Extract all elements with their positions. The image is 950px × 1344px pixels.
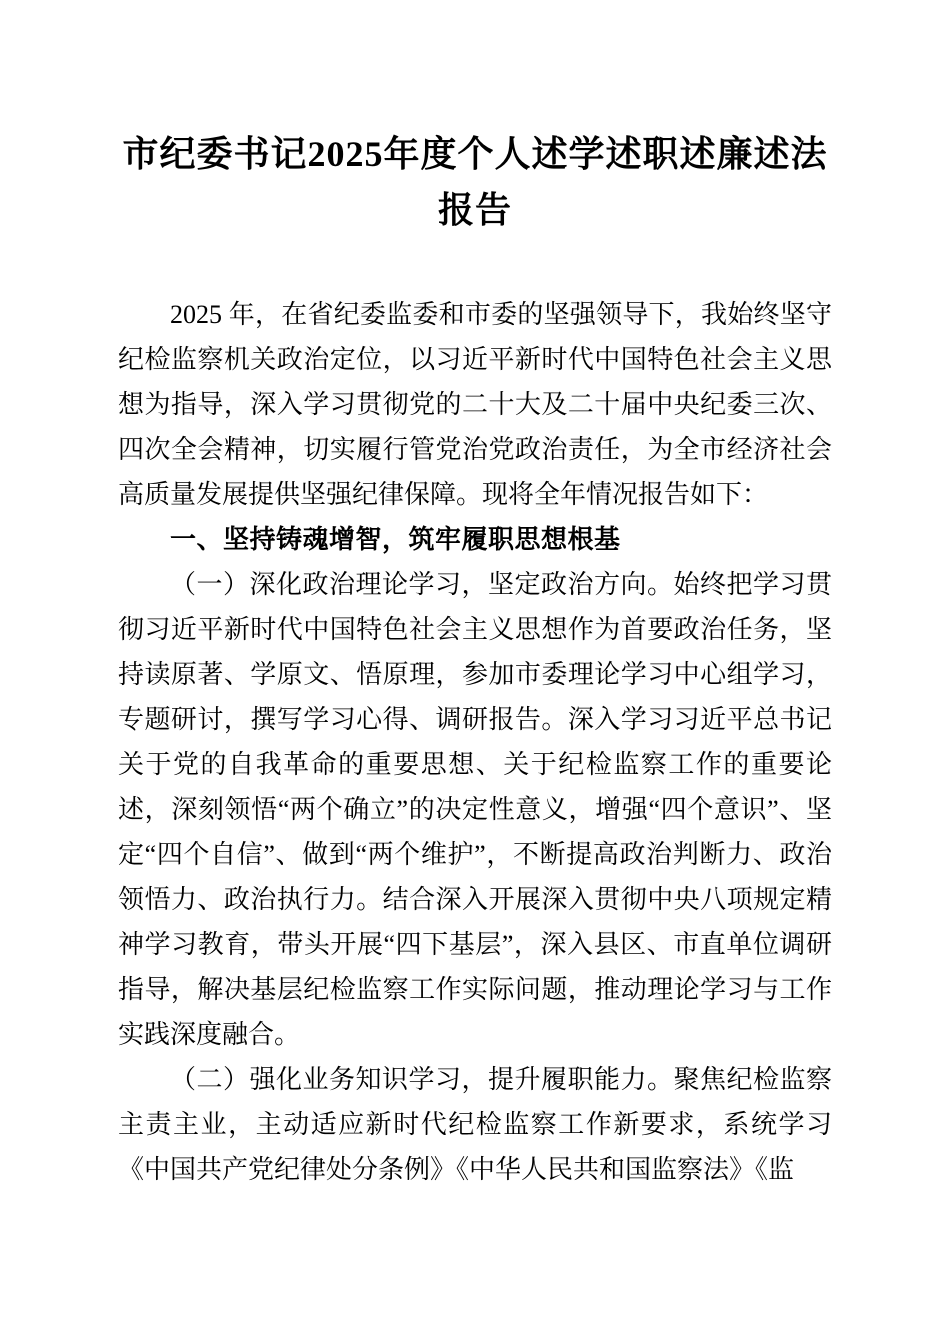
paragraph-section-1-1: （一）深化政治理论学习，坚定政治方向。始终把学习贯彻习近平新时代中国特色社会主义思想作为首要政治任务，坚持读原著、学原文、悟原理，参加市委理论学习中心组学习，专题研讨，撰写学习心得、调研报告。深入学习习近平总书记关于党的自我革命的重要思想、关于纪检监察工作的重要论述，深刻领悟“两个确立”的决定性意义，增强“四个意识”、坚定“四个自信”、做到“两个维护”，不断提高政治判断力、政治领悟力、政治执行力。结合深入开展深入贯彻中央八项规定精神学习教育，带头开展“四下基层”，深入县区、市直单位调研指导，解决基层纪检监察工作实际问题，推动理论学习与工作实践深度融合。 bbox=[118, 570, 832, 1049]
paragraph-section-1-2: （二）强化业务知识学习，提升履职能力。聚焦纪检监察主责主业，主动适应新时代纪检监察工作新要求，系统学习《中国共产党纪律处分条例》《中华人民共和国监察法》《监 bbox=[118, 1065, 832, 1184]
paragraph-intro: 2025 年，在省纪委监委和市委的坚强领导下，我始终坚守纪检监察机关政治定位，以习近平新时代中国特色社会主义思想为指导，深入学习贯彻党的二十大及二十届中央纪委三次、四次全会精神，切实履行管党治党政治责任，为全市经济社会高质量发展提供坚强纪律保障。现将全年情况报告如下： bbox=[118, 300, 832, 509]
section-heading-1: 一、坚持铸魂增智，筑牢履职思想根基 bbox=[170, 524, 621, 554]
document-title: 市纪委书记2025年度个人述学述职述廉述法报告 bbox=[122, 134, 828, 230]
